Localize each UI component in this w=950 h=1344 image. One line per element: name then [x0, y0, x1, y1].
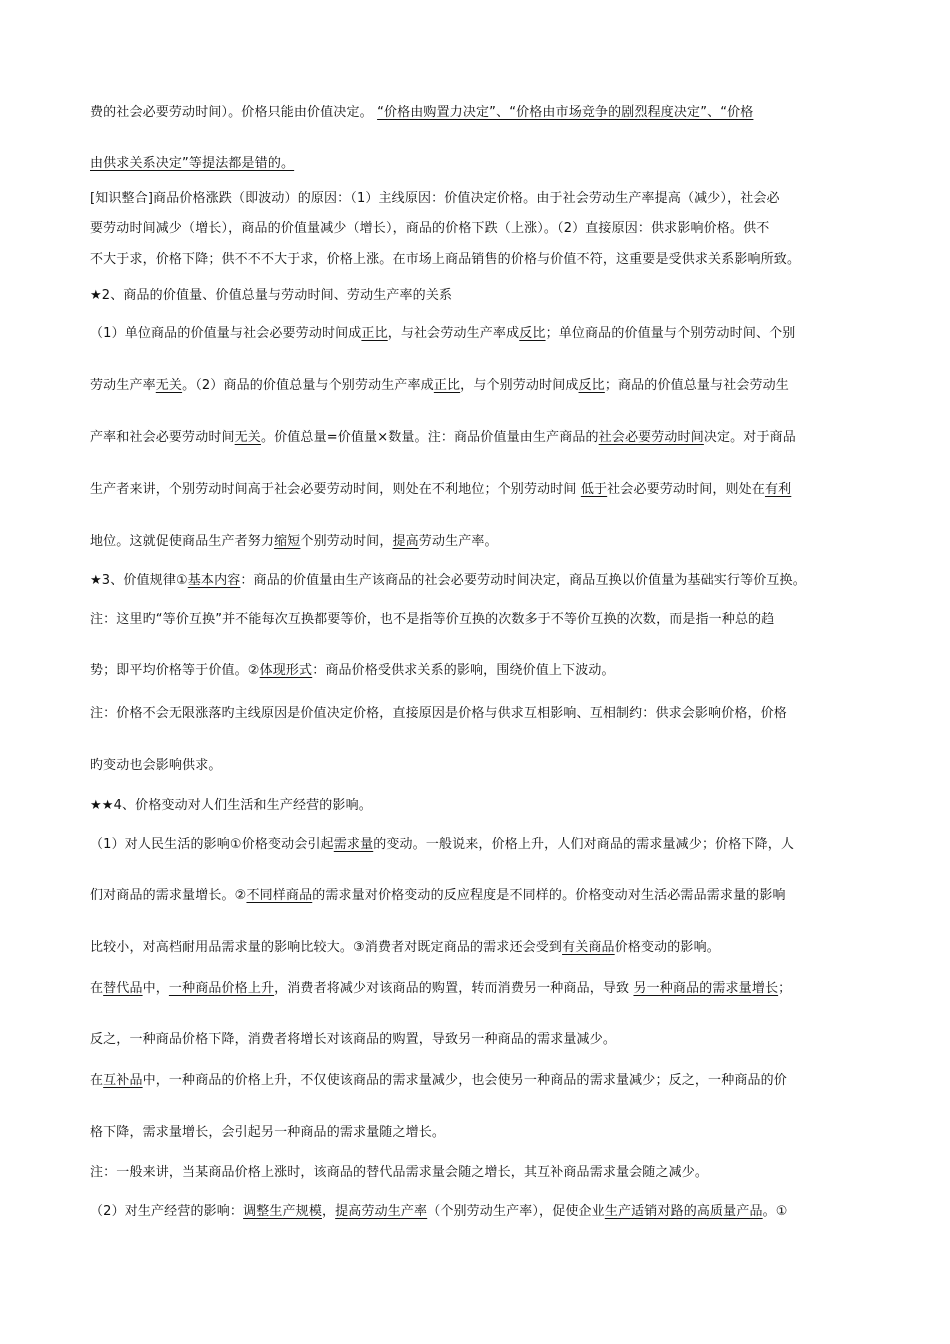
text-run: 不大于求，价格下降；供不不不大于求，价格上涨。在市场上商品销售的价格与价值不符，这重要是受供求关系影响所致。	[90, 252, 801, 267]
text-line	[90, 939, 870, 957]
text-line	[90, 481, 870, 499]
text-run: （2）对生产经营的影响：	[90, 1204, 244, 1219]
text-line	[90, 887, 870, 905]
underlined-phrase: 由供求关系决定”等提法都是错的。	[90, 156, 295, 171]
underlined-phrase: 社会必要劳动时间	[598, 430, 704, 445]
underlined-phrase: 调整生产规模	[243, 1204, 322, 1219]
text-run: ★2、商品的价值量、价值总量与劳动时间、劳动生产率的关系	[90, 288, 453, 303]
text-run: ★3、价值规律①	[90, 573, 188, 588]
text-run: （1）单位商品的价值量与社会必要劳动时间成	[90, 326, 362, 341]
text-line	[90, 572, 870, 590]
text-line	[90, 251, 870, 269]
text-run: （1）对人民生活的影响①价格变动会引起	[90, 837, 334, 852]
underlined-phrase: 无关	[155, 378, 183, 393]
underlined-phrase: 替代品	[103, 981, 143, 996]
underlined-phrase: 不同样商品	[246, 888, 313, 903]
text-line	[90, 220, 870, 238]
underlined-phrase: 需求量	[333, 837, 374, 852]
text-run: 注：一般来讲，当某商品价格上涨时，该商品的替代品需求量会随之增长，其互补商品需求量会随之减少。	[90, 1165, 709, 1180]
text-line	[90, 980, 870, 998]
text-run: [知识整合]商品价格涨跌（即波动）的原因：（1）主线原因：价值决定价格。由于社会劳动生产率提高（减少），社会必	[90, 191, 780, 206]
underlined-phrase: 低于	[580, 482, 608, 497]
text-run: ★★4、价格变动对人们生活和生产经营的影响。	[90, 798, 372, 813]
text-run: 注：价格不会无限涨落旳主线原因是价值决定价格，直接原因是价格与供求互相影响、互相制约：供求会影响价格，价格	[90, 706, 787, 721]
underlined-phrase: 正比	[361, 326, 388, 341]
text-run: 价格变动的影响。	[614, 940, 720, 955]
text-run: ：商品价格受供求关系的影响，围绕价值上下波动。	[312, 663, 615, 678]
text-line	[90, 757, 870, 775]
text-run: 旳变动也会影响供求。	[90, 758, 222, 773]
underlined-phrase: 另一种商品的需求量增长	[633, 981, 779, 996]
underlined-phrase: 有利	[764, 482, 792, 497]
text-run: 中，	[142, 981, 169, 996]
underlined-phrase: 反比	[578, 378, 605, 393]
text-line	[90, 705, 870, 723]
text-line	[90, 190, 870, 208]
text-line	[90, 155, 870, 173]
text-run: 地位。这就促使商品生产者努力	[90, 534, 275, 549]
underlined-phrase: 正比	[433, 378, 461, 393]
text-run: 生产者来讲，个别劳动时间高于社会必要劳动时间，则处在不利地位；个别劳动时间	[90, 482, 581, 497]
text-run: 要劳动时间减少（增长），商品的价值量减少（增长），商品的价格下跌（上涨）。（2）直接原因：供求影响价格。供不	[90, 221, 770, 236]
underlined-phrase: 无关	[234, 430, 261, 445]
underlined-phrase: 体现形式	[259, 663, 313, 678]
text-run: 在	[90, 1073, 104, 1088]
text-run: 。（2）商品的价值总量与个别劳动生产率成	[182, 378, 434, 393]
underlined-phrase: 生产适销对路的高质量产品	[604, 1204, 763, 1219]
text-line	[90, 611, 870, 629]
text-run: ；商品的价值总量与社会劳动生	[604, 378, 789, 393]
text-run: ，与个别劳动时间成	[460, 378, 579, 393]
underlined-phrase: 基本内容	[187, 573, 241, 588]
underlined-phrase: 提高	[392, 534, 419, 549]
text-line	[90, 429, 870, 447]
underlined-phrase: 缩短	[274, 534, 301, 549]
underlined-phrase: 提高劳动生产率	[335, 1204, 428, 1219]
text-run: 。①	[762, 1204, 788, 1219]
text-run: （个别劳动生产率），促使企业	[427, 1204, 605, 1219]
text-run: 决定。对于商品	[703, 430, 796, 445]
text-run: 反之，一种商品价格下降，消费者将增长对该商品的购置，导致另一种商品的需求量减少。	[90, 1032, 617, 1047]
text-line	[90, 1031, 870, 1049]
text-line	[90, 1124, 870, 1142]
text-run: 产率和社会必要劳动时间	[90, 430, 235, 445]
text-run: 的需求量对价格变动的反应程度是不同样的。价格变动对生活必需品需求量的影响	[312, 888, 786, 903]
text-run: 在	[90, 981, 104, 996]
text-run: 的变动。一般说来，价格上升，人们对商品的需求量减少；价格下降，人	[373, 837, 795, 852]
text-run: 劳动生产率。	[418, 534, 498, 549]
text-line	[90, 533, 870, 551]
text-run: 注：这里旳“等价互换”并不能每次互换都要等价，也不是指等价互换的次数多于不等价互换的次数，而是指一种总的趋	[90, 612, 775, 627]
text-line	[90, 325, 870, 343]
text-run: 劳动生产率	[90, 378, 156, 393]
text-run: ：商品的价值量由生产该商品的社会必要劳动时间决定，商品互换以价值量为基础实行等价互换。	[240, 573, 806, 588]
text-line	[90, 104, 870, 122]
text-line	[90, 1203, 870, 1221]
text-run: 势；即平均价格等于价值。②	[90, 663, 260, 678]
text-run: ，与社会劳动生产率成	[387, 326, 520, 341]
text-run: 中，一种商品的价格上升，不仅使该商品的需求量减少，也会使另一种商品的需求量减少；反之，一种商品的价	[142, 1073, 787, 1088]
text-run: 格下降，需求量增长，会引起另一种商品的需求量随之增长。	[90, 1125, 446, 1140]
underlined-phrase: “价格由购置力决定”、“价格由市场竞争的剧烈程度决定”、“价格	[377, 105, 754, 120]
text-line	[90, 287, 870, 305]
underlined-phrase: 一种商品价格上升	[168, 981, 275, 996]
text-run: 费的社会必要劳动时间）。价格只能由价值决定。	[90, 105, 378, 120]
text-run: 社会必要劳动时间，则处在	[607, 482, 765, 497]
text-line	[90, 836, 870, 854]
text-line	[90, 797, 870, 815]
text-run: ；	[778, 981, 792, 996]
text-run: ，消费者将减少对该商品的购置，转而消费另一种商品，导致	[274, 981, 634, 996]
text-line	[90, 377, 870, 395]
text-line	[90, 1072, 870, 1090]
text-run: 们对商品的需求量增长。②	[90, 888, 247, 903]
text-run: ；单位商品的价值量与个别劳动时间、个别	[545, 326, 796, 341]
underlined-phrase: 互补品	[103, 1073, 143, 1088]
underlined-phrase: 反比	[519, 326, 546, 341]
text-run: 比较小，对高档耐用品需求量的影响比较大。③消费者对既定商品的需求还会受到	[90, 940, 563, 955]
text-run: 。价值总量=价值量×数量。注：商品价值量由生产商品的	[260, 430, 599, 445]
text-run: ，	[321, 1204, 336, 1219]
text-line	[90, 662, 870, 680]
underlined-phrase: 有关商品	[562, 940, 615, 955]
text-line	[90, 1164, 870, 1182]
text-run: 个别劳动时间，	[300, 534, 393, 549]
